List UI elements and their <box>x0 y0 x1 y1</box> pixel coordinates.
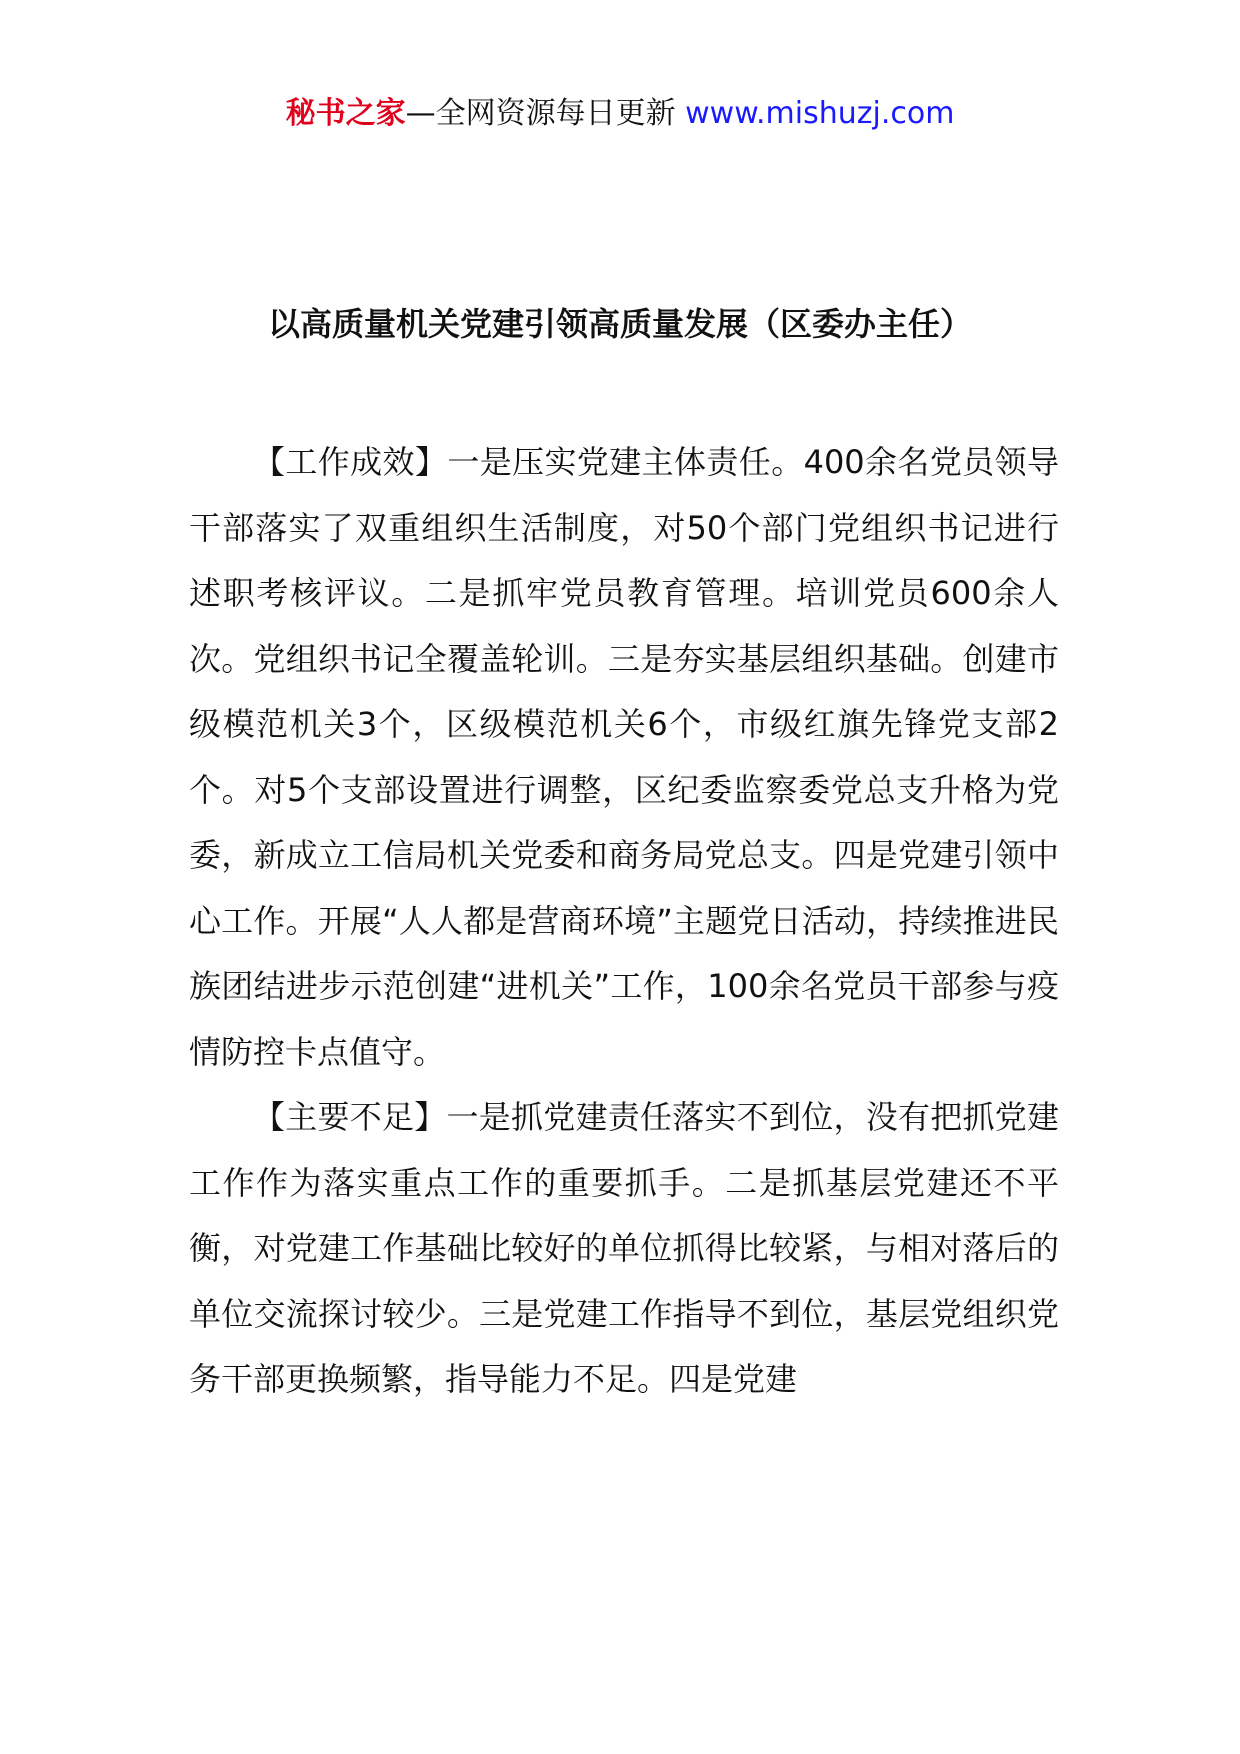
site-tagline: —全网资源每日更新 <box>405 96 686 131</box>
document-title: 以高质量机关党建引领高质量发展（区委办主任） <box>267 305 972 343</box>
document-body <box>189 430 1059 1413</box>
paragraph-work-results: 【工作成效】一是压实党建主体责任。400余名党员领导干部落实了双重组织生活制度，对50个部门党组织书记进行述职考核评议。二是抓牢党员教育管理。培训党员600余人次。党组织书记全覆盖轮训。三是夯实基层组织基础。创建市级模范机关3个，区级模范机关6个，市级红旗先锋党支部2个。对5个支部设置进行调整，区纪委监察委党总支升格为党委，新成立工信局机关党委和商务局党总支。四是党建引领中心工作。开展“人人都是营商环境”主题党日活动，持续推进民族团结进步示范创建“进机关”工作，100余名党员干部参与疫情防控卡点值守。 <box>189 443 1059 1071</box>
site-url-link[interactable]: www.mishuzj.com <box>685 96 955 131</box>
site-header <box>0 94 1240 134</box>
paragraph-main-shortcomings: 【主要不足】一是抓党建责任落实不到位，没有把抓党建工作作为落实重点工作的重要抓手。二是抓基层党建还不平衡，对党建工作基础比较好的单位抓得比较紧，与相对落后的单位交流探讨较少。三是党建工作指导不到位，基层党组织党务干部更换频繁，指导能力不足。四是党建 <box>189 1098 1059 1398</box>
site-brand: 秘书之家 <box>285 96 406 131</box>
